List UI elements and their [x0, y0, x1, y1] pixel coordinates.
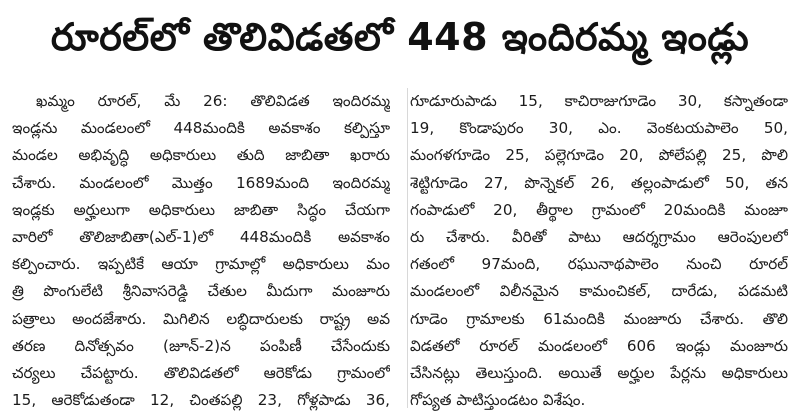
headline: రూరల్‌లో తొలివిడతలో 448 ఇందిరమ్మ ఇండ్లు	[50, 15, 750, 59]
body-line: చేసినట్లు తెలుస్తుంది. అయితే అర్హుల పేర్లను అధికారులు	[410, 364, 788, 383]
body-line: గంపాడులో 20, తీర్థాల గ్రామంలో 20మందికి మంజూ	[410, 200, 788, 219]
body-line: గోప్యత పాటిస్తుండటం విశేషం.	[410, 391, 586, 410]
body-line: కల్పించారు. ఇప్పటికే ఆయా గ్రామాల్లో అధికారులు మం	[12, 255, 390, 274]
body-line: రు చేశారు. వీరితో పాటు ఆదర్శగ్రామం ఆరెంపులలో	[410, 228, 788, 247]
body-line: మండల అభివృద్ధి అధికారులు తుది జాబితా ఖరారు	[12, 146, 390, 165]
article-body	[12, 88, 788, 414]
body-line: గూడెం గ్రామాలకు 61మందికి మంజూరు చేశారు. తొలి	[410, 309, 788, 328]
body-line: త్రి పొంగులేటి శ్రీనివాసరెడ్డి చేతుల మీదుగా మంజూరు	[12, 282, 390, 301]
body-line: ఇండ్లకు అర్హులుగా అధికారులు జాబితా సిద్ధం చేయగా	[12, 200, 390, 219]
body-line: చేశారు. మండలంలో మొత్తం 1689మంది ఇందిరమ్మ	[12, 173, 390, 192]
body-line: తరణ దినోత్సవం (జూన్‌-2)న పంపిణీ చేసేందుకు	[12, 336, 390, 355]
body-line: 19, కొండాపురం 30, ఎం. వెంకటయపాలెం 50,	[410, 119, 788, 138]
body-line: వారిలో తొలిజాబితా(ఎల్‌-1)లో 448మందికి అవకాశం	[12, 228, 390, 247]
body-line: ఇండ్లను మండలంలో 448మందికి అవకాశం కల్పిస్తూ	[12, 119, 390, 138]
body-line: మండలంలో విలీనమైన కామంచికల్‌, దారేడు, పడమటి	[410, 282, 788, 301]
body-line: గతంలో 97మంది, రఘునాథపాలెం నుంచి రూరల్‌	[410, 255, 788, 274]
body-line: 15, ఆరెకోడుతండా 12, చింతపల్లి 23, గోళ్లపాడు 36,	[12, 391, 390, 410]
body-line: మంగళగూడెం 25, పల్లెగూడెం 20, పోలేపల్లి 25, పొలి	[410, 146, 788, 165]
body-line: చర్యలు చేపట్టారు. తొలివిడతలో ఆరెకోడు గ్రామంలో	[12, 364, 390, 383]
right-column	[410, 88, 788, 414]
body-line: విడతలో రూరల్‌ మండలంలో 606 ఇండ్లు మంజూరు	[410, 336, 788, 355]
left-column	[12, 88, 390, 414]
body-line: శెట్టిగూడెం 27, పొన్నెకల్‌ 26, తల్లంపాడులో 50, తన	[410, 173, 788, 192]
body-line: గూడూరుపాడు 15, కాచిరాజుగూడెం 30, కస్నాతండా	[410, 92, 788, 110]
body-line: పత్రాలు అందజేశారు. మిగిలిన లబ్ధిదారులకు రాష్ట్ర అవ	[12, 309, 390, 328]
column-divider	[407, 88, 408, 408]
body-line: ఖమ్మం రూరల్‌, మే 26: తొలివిడత ఇందిరమ్మ	[36, 92, 390, 110]
